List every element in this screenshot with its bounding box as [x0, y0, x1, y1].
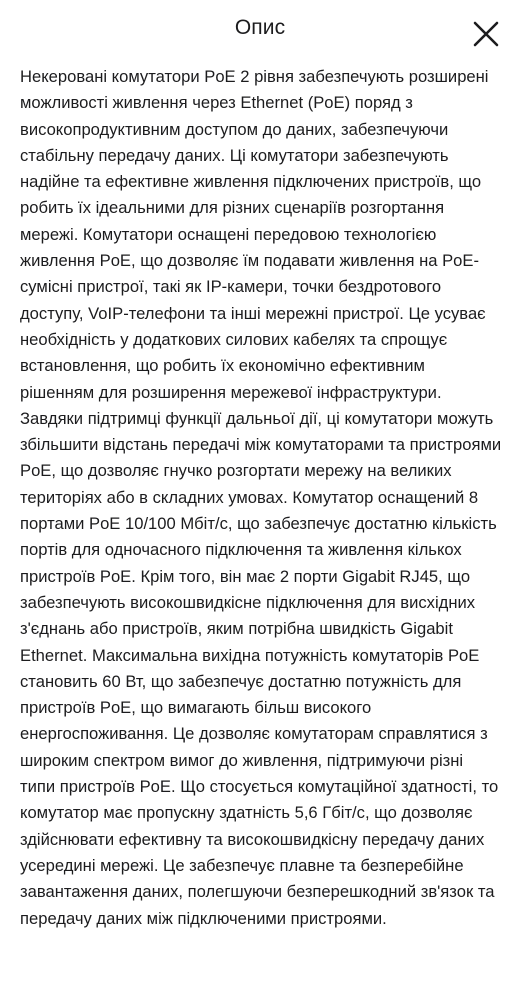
description-line: встановлення, що робить їх економічно ефективним — [20, 356, 425, 376]
description-line: типи пристроїв PoE. Що стосується комутаційної здатності, то — [20, 777, 499, 797]
description-line: з'єднань або пристроїв, яким потрібна швидкість Gigabit — [20, 619, 453, 639]
description-line: PoE, що дозволяє гнучко розгортати мережу на великих — [20, 461, 452, 481]
description-line: рішенням для розширення мережевої інфраструктури. — [20, 382, 442, 402]
description-line: територіях або в складних умовах. Комутатор оснащений 8 — [20, 487, 479, 507]
description-line: здійснювати ефективну та високошвидкісну передачу даних — [20, 829, 485, 849]
description-line: становить 60 Вт, що забезпечує достатню потужність для — [20, 671, 462, 691]
description-line: забезпечують високошвидкісне підключення для висхідних — [20, 592, 476, 612]
description-line: портами PoE 10/100 Мбіт/с, що забезпечує достатню кількість — [20, 514, 497, 534]
description-line: Ethernet. Максимальна вихідна потужність комутаторів PoE — [20, 645, 480, 665]
description-line: пристроїв PoE. Крім того, він має 2 порти Gigabit RJ45, що — [20, 566, 471, 586]
description-line: високопродуктивним доступом до даних, забезпечуючи — [20, 119, 449, 139]
description-line: комутатор має пропускну здатність 5,6 Гбіт/с, що дозволяє — [20, 803, 473, 823]
description-text — [20, 64, 520, 932]
description-line: енергоспоживання. Це дозволяє комутаторам справлятися з — [20, 724, 488, 744]
description-line: усередині мережі. Це забезпечує плавне та безперебійне — [20, 855, 464, 875]
description-line: завантаження даних, полегшуючи безперешкодний зв'язок та — [20, 882, 495, 902]
description-line: Некеровані комутатори PoE 2 рівня забезпечують розширені — [20, 67, 489, 86]
description-line: портів для одночасного підключення та живлення кількох — [20, 540, 462, 560]
description-line: доступу, VoIP-телефони та інші мережні пристрої. Це усуває — [20, 303, 486, 323]
description-line: збільшити відстань передачі між комутаторами та пристроями — [20, 435, 502, 455]
description-line: необхідність у додаткових силових кабелях та спрощує — [20, 329, 448, 349]
description-line: надійне та ефективне живлення підключених пристроїв, що — [20, 172, 482, 192]
description-line: передачу даних між підключеними пристроями. — [20, 908, 387, 928]
description-line: можливості живлення через Ethernet (PoE) поряд з — [20, 93, 413, 113]
modal-header — [0, 0, 520, 62]
description-line: сумісні пристрої, такі як IP-камери, точки бездротового — [20, 277, 442, 297]
close-button[interactable] — [466, 14, 506, 54]
description-line: Завдяки підтримці функції дальньої дії, ці комутатори можуть — [20, 408, 494, 428]
description-line: стабільну передачу даних. Ці комутатори забезпечують — [20, 145, 449, 165]
description-line: живлення PoE, що дозволяє їм подавати живлення на PoE- — [20, 251, 479, 271]
close-icon — [473, 21, 499, 47]
page-title: Опис — [234, 16, 286, 39]
description-line: широким спектром вимог до живлення, підтримуючи різні — [20, 750, 464, 770]
description-line: робить їх ідеальними для різних сценаріїв розгортання — [20, 198, 445, 218]
description-line: мережі. Комутатори оснащені передовою технологією — [20, 224, 437, 244]
description-line: пристроїв PoE, що вимагають більш високого — [20, 698, 372, 718]
